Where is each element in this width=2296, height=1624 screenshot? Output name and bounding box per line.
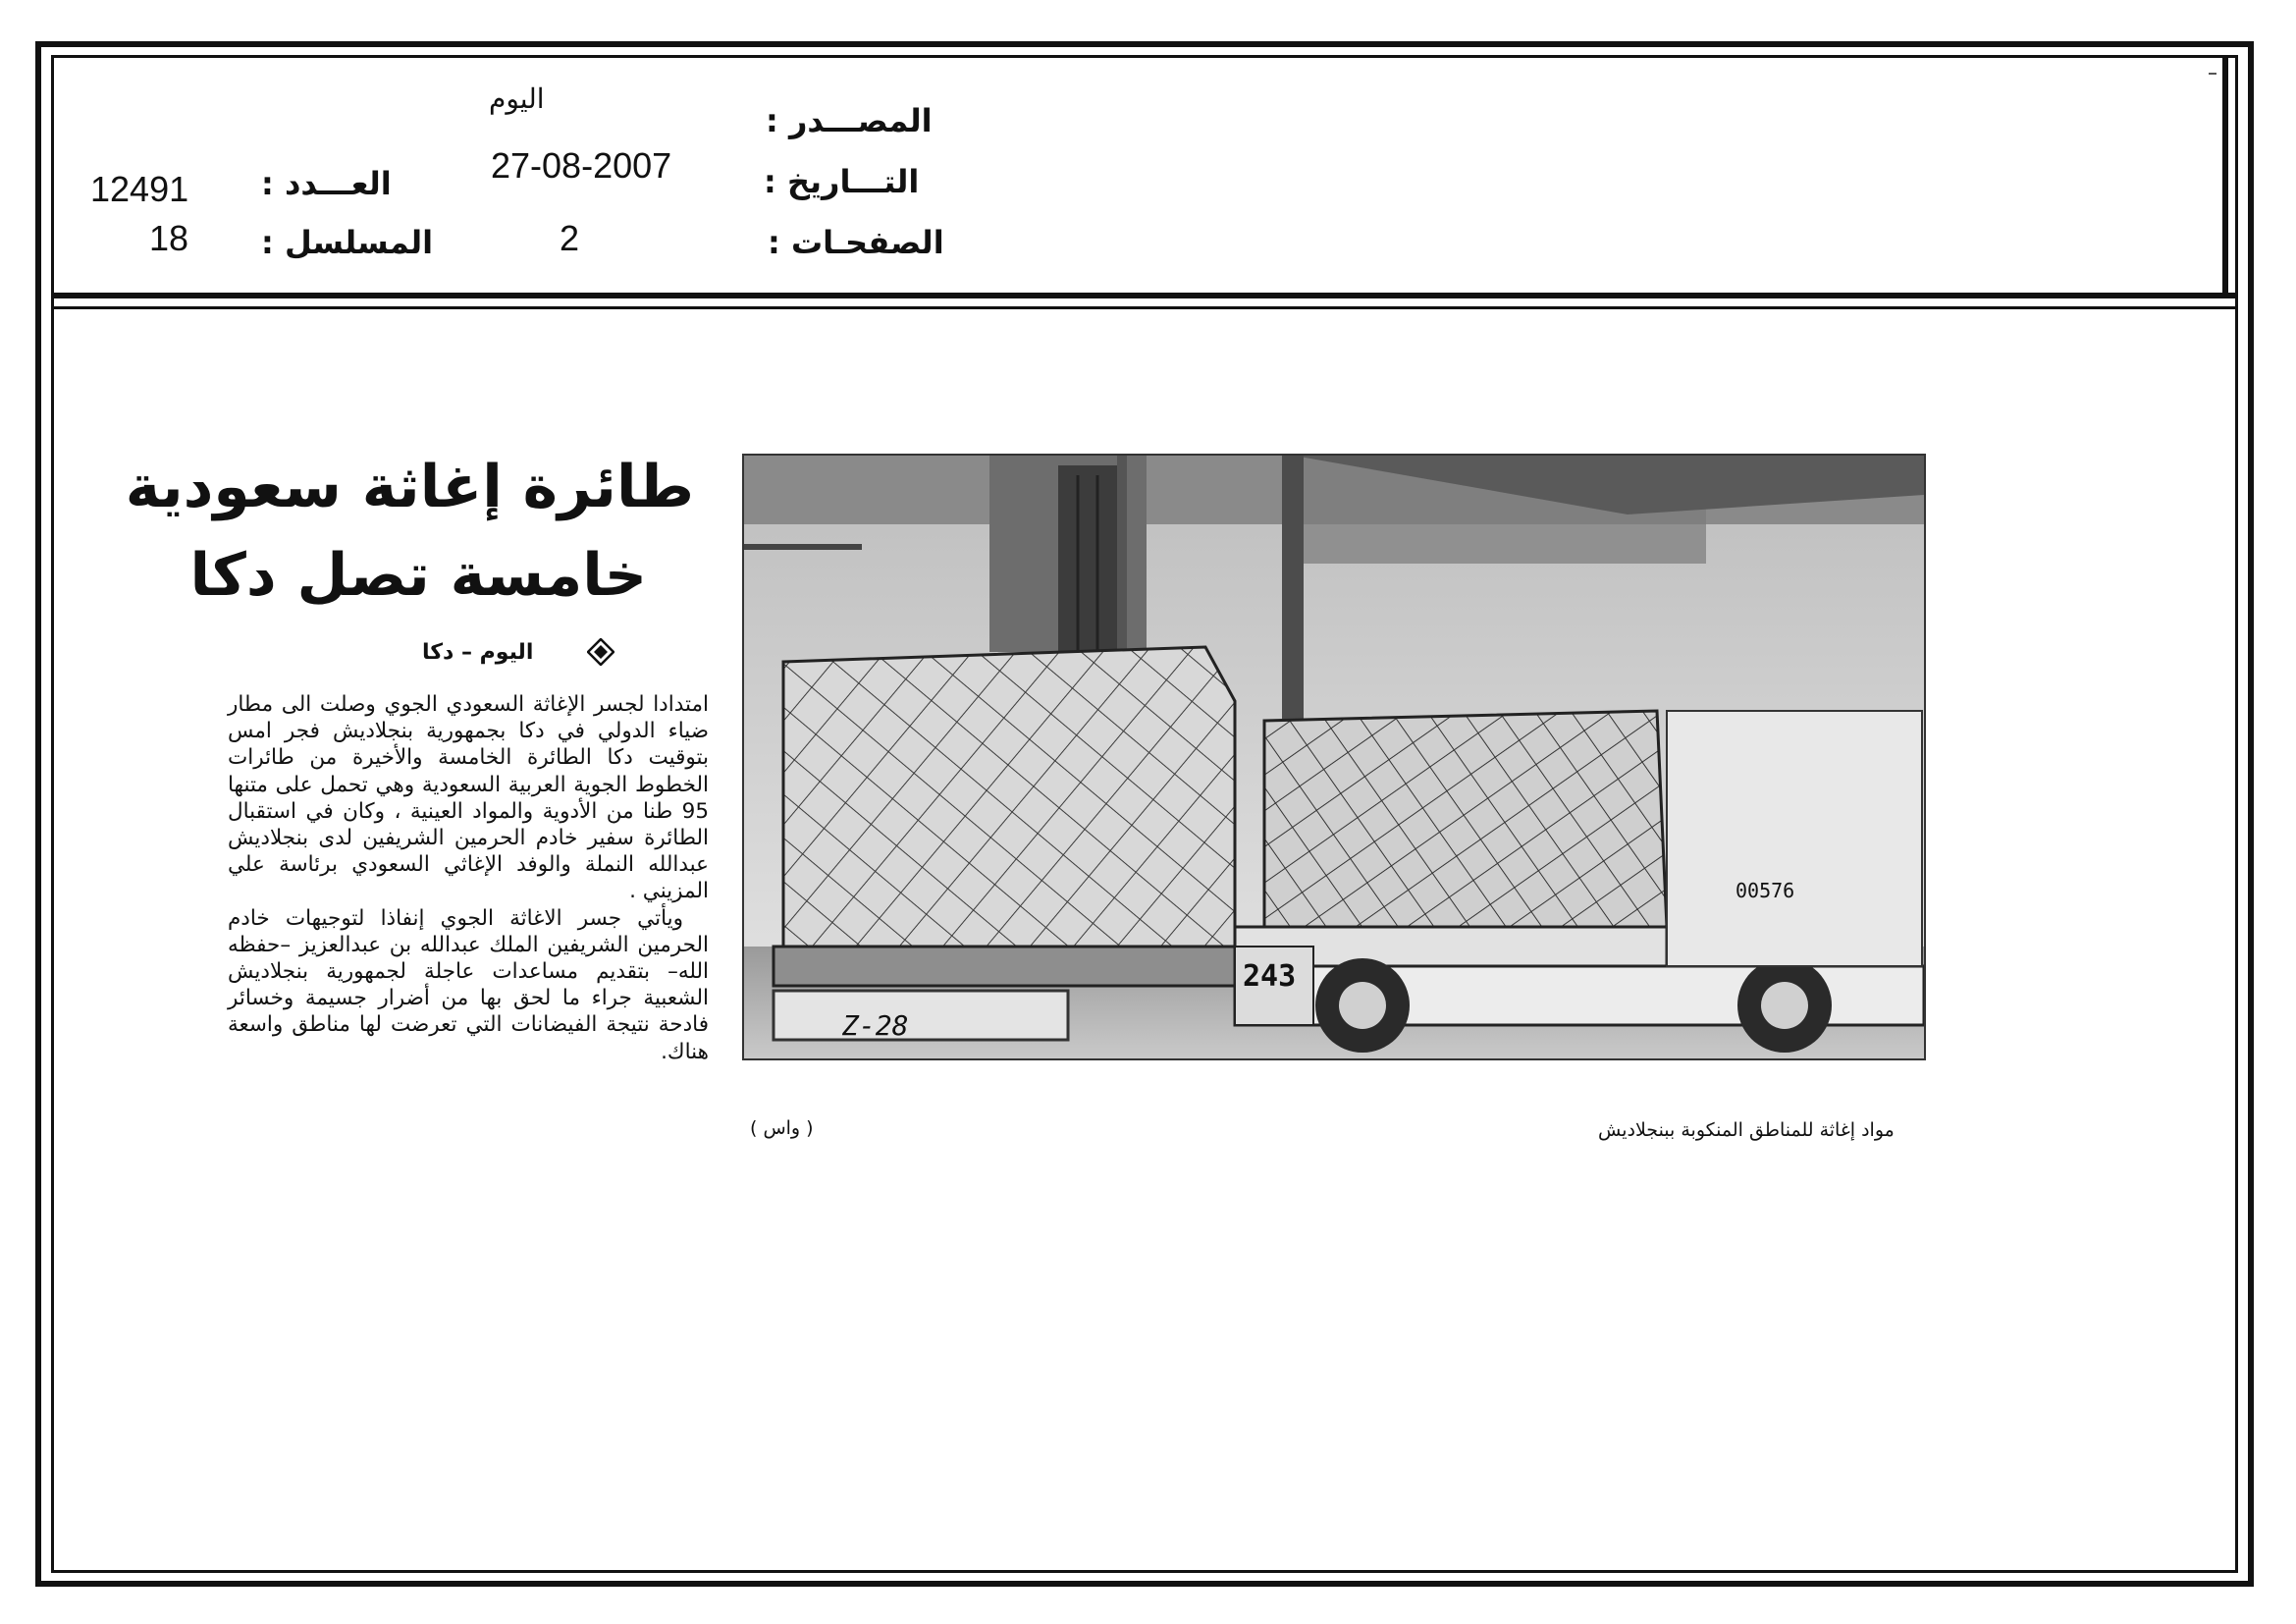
article-body — [228, 691, 709, 1065]
pages-value: 2 — [560, 218, 580, 258]
headline-line-2: خامسة تصل دكا — [189, 541, 647, 610]
serial-label: المسلسل : — [261, 224, 434, 261]
headline-line-1: طائرة إغاثة سعودية — [125, 453, 694, 521]
header-right-bar — [2222, 55, 2228, 297]
header-divider — [51, 293, 2238, 298]
article-paragraph: امتدادا لجسر الإغاثة السعودي الجوي وصلت الى مطار ضياء الدولي في دكا بجمهورية بنجلاديش فجر امس بتوقيت دكا الطائرة الخامسة والأخيرة من طائرات الخطوط الجوية العربية السعودية وهي تحمل على متنها 95 طنا من الأدوية والمواد العينية ، وكان في استقبال الطائرة سفير خادم الحرمين الشريفين لدى بنجلاديش عبدالله النملة والوفد الإغاثي السعودي برئاسة علي المزيني . — [228, 692, 709, 904]
issue-value: 12491 — [90, 169, 189, 209]
date-value: 27-08-2007 — [491, 145, 672, 186]
photo-caption: مواد إغاثة للمناطق المنكوبة ببنجلاديش — [1598, 1119, 1895, 1141]
vehicle-number-label: 243 — [1243, 959, 1297, 994]
source-label: المصـــدر : — [766, 102, 933, 139]
newspaper-logo-icon — [587, 638, 614, 666]
article-paragraph: ويأتي جسر الاغاثة الجوي إنفاذا لتوجيهات خادم الحرمين الشريفين الملك عبدالله بن عبدالعزيز –حفظه الله– بتقديم مساعدات عاجلة لجمهورية بنجلاديش الشعبية جراء ما لحق بها من أضرار جسيمة وخسائر فادحة نتيجة الفيضانات التي تعرضت لها مناطق واسعة هناك. — [228, 905, 709, 1064]
news-photo — [742, 454, 1926, 1060]
pages-label: الصفحـات : — [768, 224, 944, 261]
serial-value: 18 — [149, 218, 189, 258]
corner-mark — [2209, 73, 2216, 75]
source-value: اليوم — [489, 83, 545, 114]
byline: اليوم – دكا — [422, 640, 534, 665]
date-label: التـــاريخ : — [764, 163, 920, 200]
pallet-code-label: Z-28 — [842, 1009, 909, 1042]
issue-label: العـــدد : — [261, 165, 392, 202]
photo-credit: ( واس ) — [750, 1117, 814, 1139]
cargo-loader-photo-icon — [744, 456, 1924, 1058]
header-divider-thin — [51, 306, 2238, 309]
container-number-label: 00576 — [1735, 879, 1795, 902]
